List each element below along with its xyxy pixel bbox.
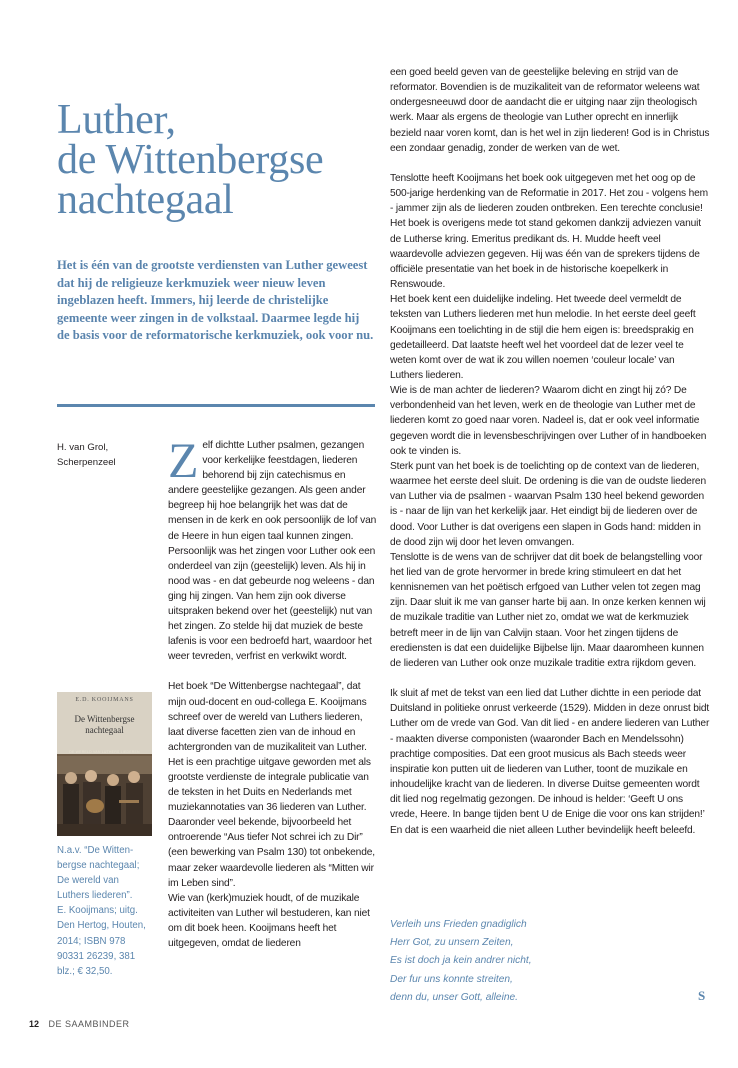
paragraph: elf dichtte Luther psalmen, gezangen voor kerkelijke feestdagen, liederen behorend bij zijn catechismus en andere geestelijke gezangen. Als geen ander begreep hij hoe belangrijk het was dat de mensen in de kerk en ook persoonlijk de lof van de Heere in hun eigen taal kunnen zingen. Persoonlijk was het zingen voor Luther ook een onderdeel van zijn (geestelijk) leven. Als hij in nood was - en dat gebeurde nog weleens - dan ging hij zingen. Van hem zijn ook diverse uitspraken bekend over het (geestelijk) nut van het zingen. Zo stelde hij dat muziek de beste lafenis is voor een bedroefd hart, waardoor het weer tevreden, verfrist en verkwikt wordt.	[168, 440, 377, 663]
paragraph: Het boek kent een duidelijke indeling. Het tweede deel vermeldt de teksten van Luthers liederen met hun melodie. In het eerste deel geeft Kooijmans een toelichting in de stijl die hem eigen is: breedsprakig en gedetailleerd. Dat laatste heeft wel het voordeel dat de lezer veel te weten komt over de wat ik zou willen noemen ‘couleur locale’ van Luthers liederen.	[390, 294, 696, 381]
paragraph: Tenslotte heeft Kooijmans het boek ook uitgegeven met het oog op de 500-jarige herdenking van de Reformatie in 2017. Het zou - volgens hem - jammer zijn als de liederen zouden ontbreken. Een terechte conclusie!	[390, 172, 708, 215]
lead-paragraph: Het is één van de grootste verdiensten van Luther geweest dat hij de religieuze kerkmuziek weer nieuw leven ingeblazen heeft. Immers, hij leerde de christelijke gemeente weer zingen in de volkstaal. Daarmee legde hij de basis voor de reformatorische kerkmuziek, ook voor nu.	[57, 258, 374, 343]
caption-line: bergse nachtegaal;	[57, 860, 140, 872]
caption-line: blz.; € 32,50.	[57, 965, 113, 977]
article-title	[57, 97, 387, 223]
book-cover-subtitle: DE WERELD VAN LUTHERS LIEDEREN	[69, 750, 140, 754]
title-line: nachtegaal	[57, 177, 234, 223]
paragraph: Tenslotte is de wens van de schrijver dat dit boek de belangstelling voor het lied van de grote hervormer in brede kring stimuleert en dat het kennisnemen van het poëtisch erfgoed van Luther velen tot zegen mag zijn. Daar sluit ik me van ganser harte bij aan. In onze kerken kennen wij de muzikale traditie van Luther niet zo, omdat we wat de kerkmuziek betreft meer in de lijn van Calvijn staan. Voor het zingen tijdens de erediensten is dat een duidelijke Bijbelse lijn. Maar daaromheen kunnen de liederen van Luther ook onze muzikale traditie extra rijkdom geven.	[390, 551, 706, 669]
author-name: H. van Grol,	[57, 442, 109, 453]
paragraph: Wie van (kerk)muziek houdt, of de muzikale activiteiten van Luther wil bestuderen, kan niet om dit boek heen. Kooijmans heeft het uitgegeven, omdat de liederen	[168, 892, 370, 949]
drop-cap: Z	[168, 432, 199, 488]
page-number: 12	[29, 1019, 40, 1029]
caption-line: 2014; ISBN 978	[57, 935, 126, 947]
paragraph: Wie is de man achter de liederen? Waarom dicht en zingt hij zó? De verbondenheid van het leven, werk en de theologie van Luther met de liederen komt zo goed naar voren. Nadeel is, dat er ook veel informatie gegeven wordt die in levensbeschrijvingen over Luther of in handboeken ook te vinden is.	[390, 385, 707, 457]
author-byline	[57, 440, 157, 470]
first-paragraph	[168, 432, 378, 664]
poem-line: Verleih uns Frieden gnadiglich	[390, 919, 527, 930]
body-column-right	[390, 65, 710, 838]
caption-line: Luthers liederen”.	[57, 890, 133, 902]
poem-line: Der fur uns konnte streiten,	[390, 973, 513, 985]
magazine-name: DE SAAMBINDER	[48, 1019, 130, 1029]
title-line: de Wittenbergse	[57, 137, 324, 183]
paragraph: Sterk punt van het boek is de toelichting op de context van de liederen, waarmee het eerste deel sluit. De ordening is die van de oudste liederen van Luther via de psalmen - waarvan Psalm 130 heel bekend geworden is - naar de lijn van het kerkelijk jaar. Het eindigt bij de liederen over de dood. Voor Luther is dat overigens een slapen in Gods hand: midden in de dood zijn wij door het leven omvangen.	[390, 460, 706, 548]
book-caption	[57, 843, 157, 979]
caption-line: N.a.v. “De Witten-	[57, 845, 134, 856]
page-footer	[29, 1019, 130, 1029]
poem-line: denn du, unser Gott, alleine.	[390, 991, 518, 1003]
caption-line: De wereld van	[57, 875, 119, 887]
title-line: Luther,	[57, 97, 176, 143]
caption-line: 90331 26239, 381	[57, 950, 136, 962]
paragraph: Ik sluit af met de tekst van een lied dat Luther dichtte in een periode dat Duitsland in politieke onrust verkeerde (1529). Midden in deze onrust bidt Luther om de vrede van God. Van dit lied - en andere liederen van Luther - maakten diverse componisten (waaronder Bach en Mendelssohn) prachtige composities. Dat een groot musicus als Bach steeds weer inspiratie kon putten uit de liederen van Luther, toont de muzikale en inhoudelijke kracht van de liederen. In diverse Duitse gemeenten wordt dit lied nog regelmatig gezongen. De inhoud is helder: ‘Geeft U ons vrede, Heere. In bange tijden bent U de Enige die voor ons kan strijden!’ En dat is een waarheid die niet alleen Luther bevindelijk heeft beleefd.	[390, 688, 710, 836]
caption-line: Den Hertog, Houten,	[57, 920, 146, 932]
book-cover-image	[57, 692, 152, 836]
paragraph: Het boek “De Wittenbergse nachtegaal”, dat mijn oud-docent en oud-collega E. Kooijmans schreef over de wereld van Luthers liederen, laat diverse facetten zien van de inhoud en achtergronden van de muzikaliteit van Luther. Het is een prachtige uitgave geworden met als grootste verdienste de integrale publicatie van de teksten in het Duits en Nederlands met muziekannotaties van 36 liederen van Luther. Daaronder veel bekende, bijvoorbeeld het ontroerende “Aus tiefer Not schrei ich zu Dir” (een bewerking van Psalm 130) tot onbekende, maar zeker waardevolle liederen als “Mitten wir im Leben sind”.	[168, 681, 375, 889]
caption-line: E. Kooijmans; uitg.	[57, 905, 138, 917]
book-cover-title: De Wittenbergse nachtegaal	[74, 714, 135, 735]
book-cover-author: E.D. KOOIJMANS	[75, 697, 134, 703]
poem-line: Herr Got, zu unsern Zeiten,	[390, 937, 514, 949]
poem-line: Es ist doch ja kein andrer nicht,	[390, 955, 532, 967]
paragraph: een goed beeld geven van de geestelijke beleving en strijd van de reformator. Bovendien is de muzikaliteit van de reformator weleens wat ondergesneeuwd door de aandacht die er uitging naar zijn theologisch werk. Maar als ergens de theologie van Luther oprecht en innerlijk bezield naar voren komt, dan is het wel in zijn liederen! God is in Christus een zondaar genadig, zonder de werken van de wet.	[390, 67, 710, 154]
musicians-illustration	[57, 756, 152, 836]
divider	[57, 404, 375, 407]
poem-quote	[390, 916, 640, 1007]
end-mark-icon: S	[698, 988, 706, 1003]
author-place: Scherpenzeel	[57, 457, 116, 468]
body-column-middle	[168, 432, 378, 951]
paragraph: Het boek is overigens mede tot stand gekomen dankzij adviezen vanuit de Lutherse kring. Emeritus predikant ds. H. Mudde heeft veel waardevolle adviezen gegeven. Hij was één van de sprekers tijdens de officiële presentatie van het boek in de historische koepelkerk in Renswoude.	[390, 218, 701, 291]
